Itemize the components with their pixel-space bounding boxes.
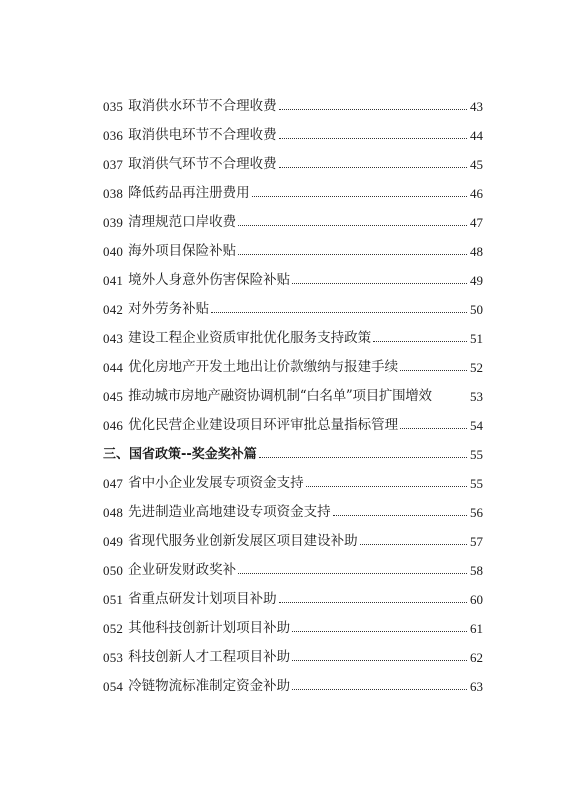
entry-page-number: 61 bbox=[470, 621, 483, 636]
section-title: 三、国省政策--奖金奖补篇 bbox=[103, 447, 257, 462]
entry-title: 推动城市房地产融资协调机制“白名单”项目扩围增效 bbox=[128, 387, 432, 404]
dot-leader bbox=[279, 109, 467, 110]
toc-entry-035[interactable] bbox=[103, 84, 483, 113]
toc-entry-043[interactable] bbox=[103, 316, 483, 345]
dot-leader bbox=[279, 138, 467, 139]
entry-number: 038 bbox=[103, 186, 124, 201]
entry-title: 取消供电环节不合理收费 bbox=[128, 126, 277, 143]
entry-title: 其他科技创新计划项目补助 bbox=[128, 619, 291, 636]
dot-leader bbox=[292, 689, 467, 690]
table-of-contents bbox=[103, 84, 483, 693]
entry-number: 042 bbox=[103, 302, 124, 317]
entry-title: 降低药品再注册费用 bbox=[128, 184, 250, 201]
entry-page-number: 56 bbox=[470, 505, 483, 520]
toc-entry-042[interactable] bbox=[103, 287, 483, 316]
entry-title: 优化房地产开发土地出让价款缴纳与报建手续 bbox=[128, 358, 399, 375]
entry-number: 036 bbox=[103, 128, 124, 143]
entry-number: 047 bbox=[103, 476, 124, 491]
dot-leader bbox=[238, 254, 467, 255]
toc-entry-053[interactable] bbox=[103, 635, 483, 664]
entry-number: 035 bbox=[103, 99, 124, 114]
toc-entry-039[interactable] bbox=[103, 200, 483, 229]
toc-entry-047[interactable] bbox=[103, 461, 483, 490]
entry-page-number: 53 bbox=[470, 389, 483, 404]
toc-entry-041[interactable] bbox=[103, 258, 483, 287]
entry-title: 科技创新人才工程项目补助 bbox=[128, 648, 291, 665]
entry-page-number: 51 bbox=[470, 331, 483, 346]
entry-number: 041 bbox=[103, 273, 124, 288]
entry-page-number: 54 bbox=[470, 418, 483, 433]
entry-page-number: 50 bbox=[470, 302, 483, 317]
toc-entry-046[interactable] bbox=[103, 403, 483, 432]
entry-title: 取消供气环节不合理收费 bbox=[128, 155, 277, 172]
entry-page-number: 63 bbox=[470, 679, 483, 694]
entry-number: 051 bbox=[103, 592, 124, 607]
entry-number: 049 bbox=[103, 534, 124, 549]
entry-title: 省现代服务业创新发展区项目建设补助 bbox=[128, 532, 358, 549]
toc-entry-048[interactable] bbox=[103, 490, 483, 519]
dot-leader bbox=[333, 515, 467, 516]
entry-title: 优化民营企业建设项目环评审批总量指标管理 bbox=[128, 416, 399, 433]
dot-leader bbox=[238, 573, 467, 574]
entry-number: 037 bbox=[103, 157, 124, 172]
toc-entry-040[interactable] bbox=[103, 229, 483, 258]
entry-page-number: 52 bbox=[470, 360, 483, 375]
dot-leader bbox=[259, 457, 467, 458]
entry-title: 冷链物流标准制定资金补助 bbox=[128, 677, 291, 694]
entry-number: 046 bbox=[103, 418, 124, 433]
entry-title: 取消供水环节不合理收费 bbox=[128, 97, 277, 114]
entry-title: 先进制造业高地建设专项资金支持 bbox=[128, 503, 331, 520]
toc-entry-054[interactable] bbox=[103, 664, 483, 693]
toc-entry-038[interactable] bbox=[103, 171, 483, 200]
entry-page-number: 58 bbox=[470, 563, 483, 578]
entry-number: 048 bbox=[103, 505, 124, 520]
entry-page-number: 45 bbox=[470, 157, 483, 172]
entry-title: 省重点研发计划项目补助 bbox=[128, 590, 277, 607]
entry-page-number: 62 bbox=[470, 650, 483, 665]
entry-title: 海外项目保险补贴 bbox=[128, 242, 237, 259]
dot-leader bbox=[238, 225, 467, 226]
toc-entry-037[interactable] bbox=[103, 142, 483, 171]
toc-section-heading[interactable] bbox=[103, 432, 483, 461]
entry-title: 省中小企业发展专项资金支持 bbox=[128, 474, 304, 491]
entry-title: 清理规范口岸收费 bbox=[128, 213, 237, 230]
dot-leader bbox=[292, 660, 467, 661]
toc-entry-052[interactable] bbox=[103, 606, 483, 635]
dot-leader bbox=[252, 196, 467, 197]
dot-leader bbox=[292, 283, 467, 284]
toc-entry-049[interactable] bbox=[103, 519, 483, 548]
entry-page-number: 48 bbox=[470, 244, 483, 259]
entry-page-number: 57 bbox=[470, 534, 483, 549]
entry-number: 050 bbox=[103, 563, 124, 578]
dot-leader bbox=[306, 486, 467, 487]
entry-number: 045 bbox=[103, 389, 124, 404]
entry-page-number: 46 bbox=[470, 186, 483, 201]
entry-title: 企业研发财政奖补 bbox=[128, 561, 237, 578]
dot-leader bbox=[292, 631, 467, 632]
dot-leader bbox=[400, 370, 467, 371]
toc-entry-045[interactable] bbox=[103, 374, 483, 403]
dot-leader bbox=[373, 341, 467, 342]
entry-number: 044 bbox=[103, 360, 124, 375]
dot-leader bbox=[211, 312, 467, 313]
dot-leader bbox=[360, 544, 467, 545]
dot-leader bbox=[400, 428, 467, 429]
entry-number: 053 bbox=[103, 650, 124, 665]
entry-title: 建设工程企业资质审批优化服务支持政策 bbox=[128, 329, 372, 346]
toc-entry-051[interactable] bbox=[103, 577, 483, 606]
entry-title: 对外劳务补贴 bbox=[128, 300, 210, 317]
entry-page-number: 49 bbox=[470, 273, 483, 288]
toc-entry-044[interactable] bbox=[103, 345, 483, 374]
entry-page-number: 55 bbox=[470, 476, 483, 491]
entry-number: 052 bbox=[103, 621, 124, 636]
entry-page-number: 47 bbox=[470, 215, 483, 230]
dot-leader bbox=[279, 167, 467, 168]
entry-number: 043 bbox=[103, 331, 124, 346]
toc-entry-050[interactable] bbox=[103, 548, 483, 577]
entry-number: 039 bbox=[103, 215, 124, 230]
dot-leader bbox=[279, 602, 467, 603]
entry-number: 040 bbox=[103, 244, 124, 259]
entry-page-number: 43 bbox=[470, 99, 483, 114]
entry-number: 054 bbox=[103, 679, 124, 694]
dot-leader bbox=[434, 399, 467, 400]
toc-entry-036[interactable] bbox=[103, 113, 483, 142]
section-page-number: 55 bbox=[470, 447, 483, 462]
entry-page-number: 44 bbox=[470, 128, 483, 143]
entry-title: 境外人身意外伤害保险补贴 bbox=[128, 271, 291, 288]
entry-page-number: 60 bbox=[470, 592, 483, 607]
